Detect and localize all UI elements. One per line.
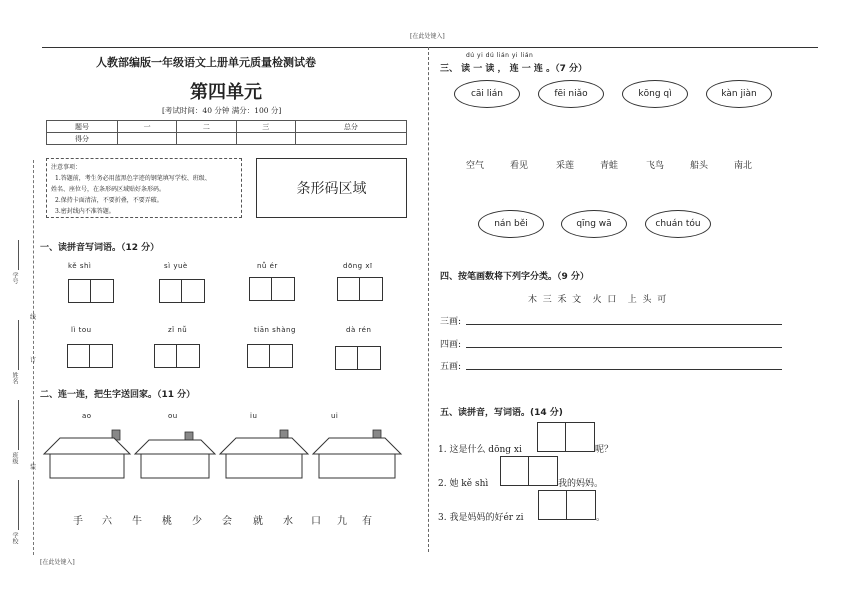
stroke-row-label: 三画: (440, 317, 462, 327)
word-item[interactable]: 采莲 (556, 161, 575, 171)
score-cell: 一 (118, 121, 177, 133)
side-label-name: 姓名 (11, 372, 18, 384)
side-label-bind: 装 (30, 464, 37, 471)
writing-grid[interactable] (249, 277, 295, 301)
char-item[interactable]: 水 (283, 516, 293, 527)
house-label: iu (250, 412, 258, 420)
writing-grid[interactable] (154, 344, 200, 368)
word-item[interactable]: 青蛙 (600, 161, 619, 171)
notice-line: 2.保持卡面清洁，不要折叠，不要弄破。 (55, 197, 163, 204)
word-item[interactable]: 空气 (466, 161, 485, 171)
writing-grid[interactable] (500, 456, 558, 486)
classify-chars: 木 三 禾 文 火 口 上 头 可 (528, 295, 667, 305)
answer-line[interactable] (466, 369, 782, 370)
score-cell: 二 (177, 121, 236, 133)
writing-grid[interactable] (337, 277, 383, 301)
notice-line: 注意事项： (51, 164, 82, 171)
house-icon (42, 428, 132, 480)
sentence-prefix: 3. 我是妈妈的好ér zi (438, 513, 524, 523)
top-rule (42, 47, 818, 48)
sentence-suffix: 呢？ (595, 445, 614, 455)
notice-line: 3.密封线内不准答题。 (55, 208, 115, 215)
char-item[interactable]: 九 (337, 516, 347, 527)
section-3-pinyin: dú yi dú lián yi lián (466, 52, 534, 59)
sentence-suffix: 我的妈妈。 (558, 479, 604, 489)
house-icon (133, 430, 217, 480)
stroke-row-label: 四画: (440, 340, 462, 350)
writing-grid[interactable] (67, 344, 113, 368)
notice-box (46, 158, 242, 218)
footer-note: [在此处键入] (40, 559, 75, 566)
pinyin-oval[interactable]: fēi niǎo (538, 80, 604, 108)
writing-grid[interactable] (68, 279, 114, 303)
exam-title: 人教部编版一年级语文上册单元质量检测试卷 (96, 56, 316, 69)
char-item[interactable]: 就 (253, 516, 263, 527)
sentence-suffix: 。 (596, 513, 606, 523)
side-label-line: 线 (30, 314, 37, 321)
word-item[interactable]: 南北 (734, 161, 753, 171)
word-item[interactable]: 船头 (690, 161, 709, 171)
pinyin-oval[interactable]: kàn jiàn (706, 80, 772, 108)
pinyin-oval[interactable]: kōng qì (622, 80, 688, 108)
writing-grid[interactable] (159, 279, 205, 303)
pinyin-label: kě shì (68, 262, 92, 270)
side-label-id: 学号 (11, 272, 18, 284)
score-cell: 得分 (47, 133, 118, 145)
unit-title: 第四单元 (190, 82, 262, 103)
time-info: [考试时间：40 分钟 满分：100 分] (162, 106, 282, 115)
pinyin-label: nǚ ér (257, 262, 278, 270)
house-icon (311, 428, 403, 480)
side-label-school: 学校 (11, 532, 18, 544)
pinyin-label: dōng xī (343, 262, 373, 270)
side-label-class: 班级 (11, 452, 18, 464)
section-1-title: 一、读拼音写词语。（12 分） (40, 243, 160, 253)
pinyin-oval[interactable]: qīng wā (561, 210, 627, 238)
section-5-title: 五、读拼音，写词语。(14 分) (440, 408, 563, 418)
answer-line[interactable] (466, 324, 782, 325)
writing-grid[interactable] (538, 490, 596, 520)
pinyin-label: tiān shàng (254, 326, 296, 334)
notice-line: 姓名、座位号，在条形码区域贴好条形码。 (51, 186, 166, 193)
stroke-row-label: 五画: (440, 362, 462, 372)
score-cell: 题号 (47, 121, 118, 133)
char-item[interactable]: 少 (192, 516, 202, 527)
side-label-order: 订 (30, 357, 37, 364)
score-cell: 总分 (295, 121, 406, 133)
sentence-prefix: 2. 她 kě shì (438, 479, 489, 489)
score-input[interactable] (295, 133, 406, 145)
char-item[interactable]: 桃 (162, 516, 172, 527)
pinyin-oval[interactable]: nán běi (478, 210, 544, 238)
section-3-title: 三、 读 一 读 ， 连 一 连 。（7 分） (440, 64, 587, 74)
sentence-prefix: 1. 这是什么 dōng xi (438, 445, 522, 455)
word-item[interactable]: 飞鸟 (646, 161, 665, 171)
house-label: ui (331, 412, 339, 420)
answer-line[interactable] (466, 347, 782, 348)
writing-grid[interactable] (537, 422, 595, 452)
writing-grid[interactable] (335, 346, 381, 370)
char-item[interactable]: 牛 (132, 516, 142, 527)
score-cell: 三 (236, 121, 295, 133)
header-note: [在此处键入] (410, 33, 445, 40)
notice-line: 1.答题前，考生务必用蓝黑色字迹的钢笔填写学校、班级、 (55, 175, 211, 182)
score-input[interactable] (236, 133, 295, 145)
char-item[interactable]: 有 (362, 516, 372, 527)
writing-grid[interactable] (247, 344, 293, 368)
score-input[interactable] (177, 133, 236, 145)
house-label: ou (168, 412, 178, 420)
score-input[interactable] (118, 133, 177, 145)
pinyin-label: dà rén (346, 326, 372, 334)
barcode-area: 条形码区域 (256, 158, 407, 218)
pinyin-label: lì tou (71, 326, 92, 334)
pinyin-label: zǐ nǚ (168, 326, 188, 334)
score-table (46, 120, 407, 145)
pinyin-label: sì yuè (164, 262, 188, 270)
pinyin-oval[interactable]: chuán tóu (645, 210, 711, 238)
house-label: ao (82, 412, 92, 420)
char-item[interactable]: 口 (311, 516, 321, 527)
char-item[interactable]: 手 (73, 516, 83, 527)
house-icon (218, 428, 310, 480)
char-item[interactable]: 会 (222, 516, 232, 527)
pinyin-oval[interactable]: cāi lián (454, 80, 520, 108)
section-2-title: 二、连一连，把生字送回家。（11 分） (40, 390, 196, 400)
section-4-title: 四、按笔画数将下列字分类。（9 分） (440, 272, 589, 282)
word-item[interactable]: 看见 (510, 161, 529, 171)
center-divider (428, 47, 429, 552)
char-item[interactable]: 六 (102, 516, 112, 527)
